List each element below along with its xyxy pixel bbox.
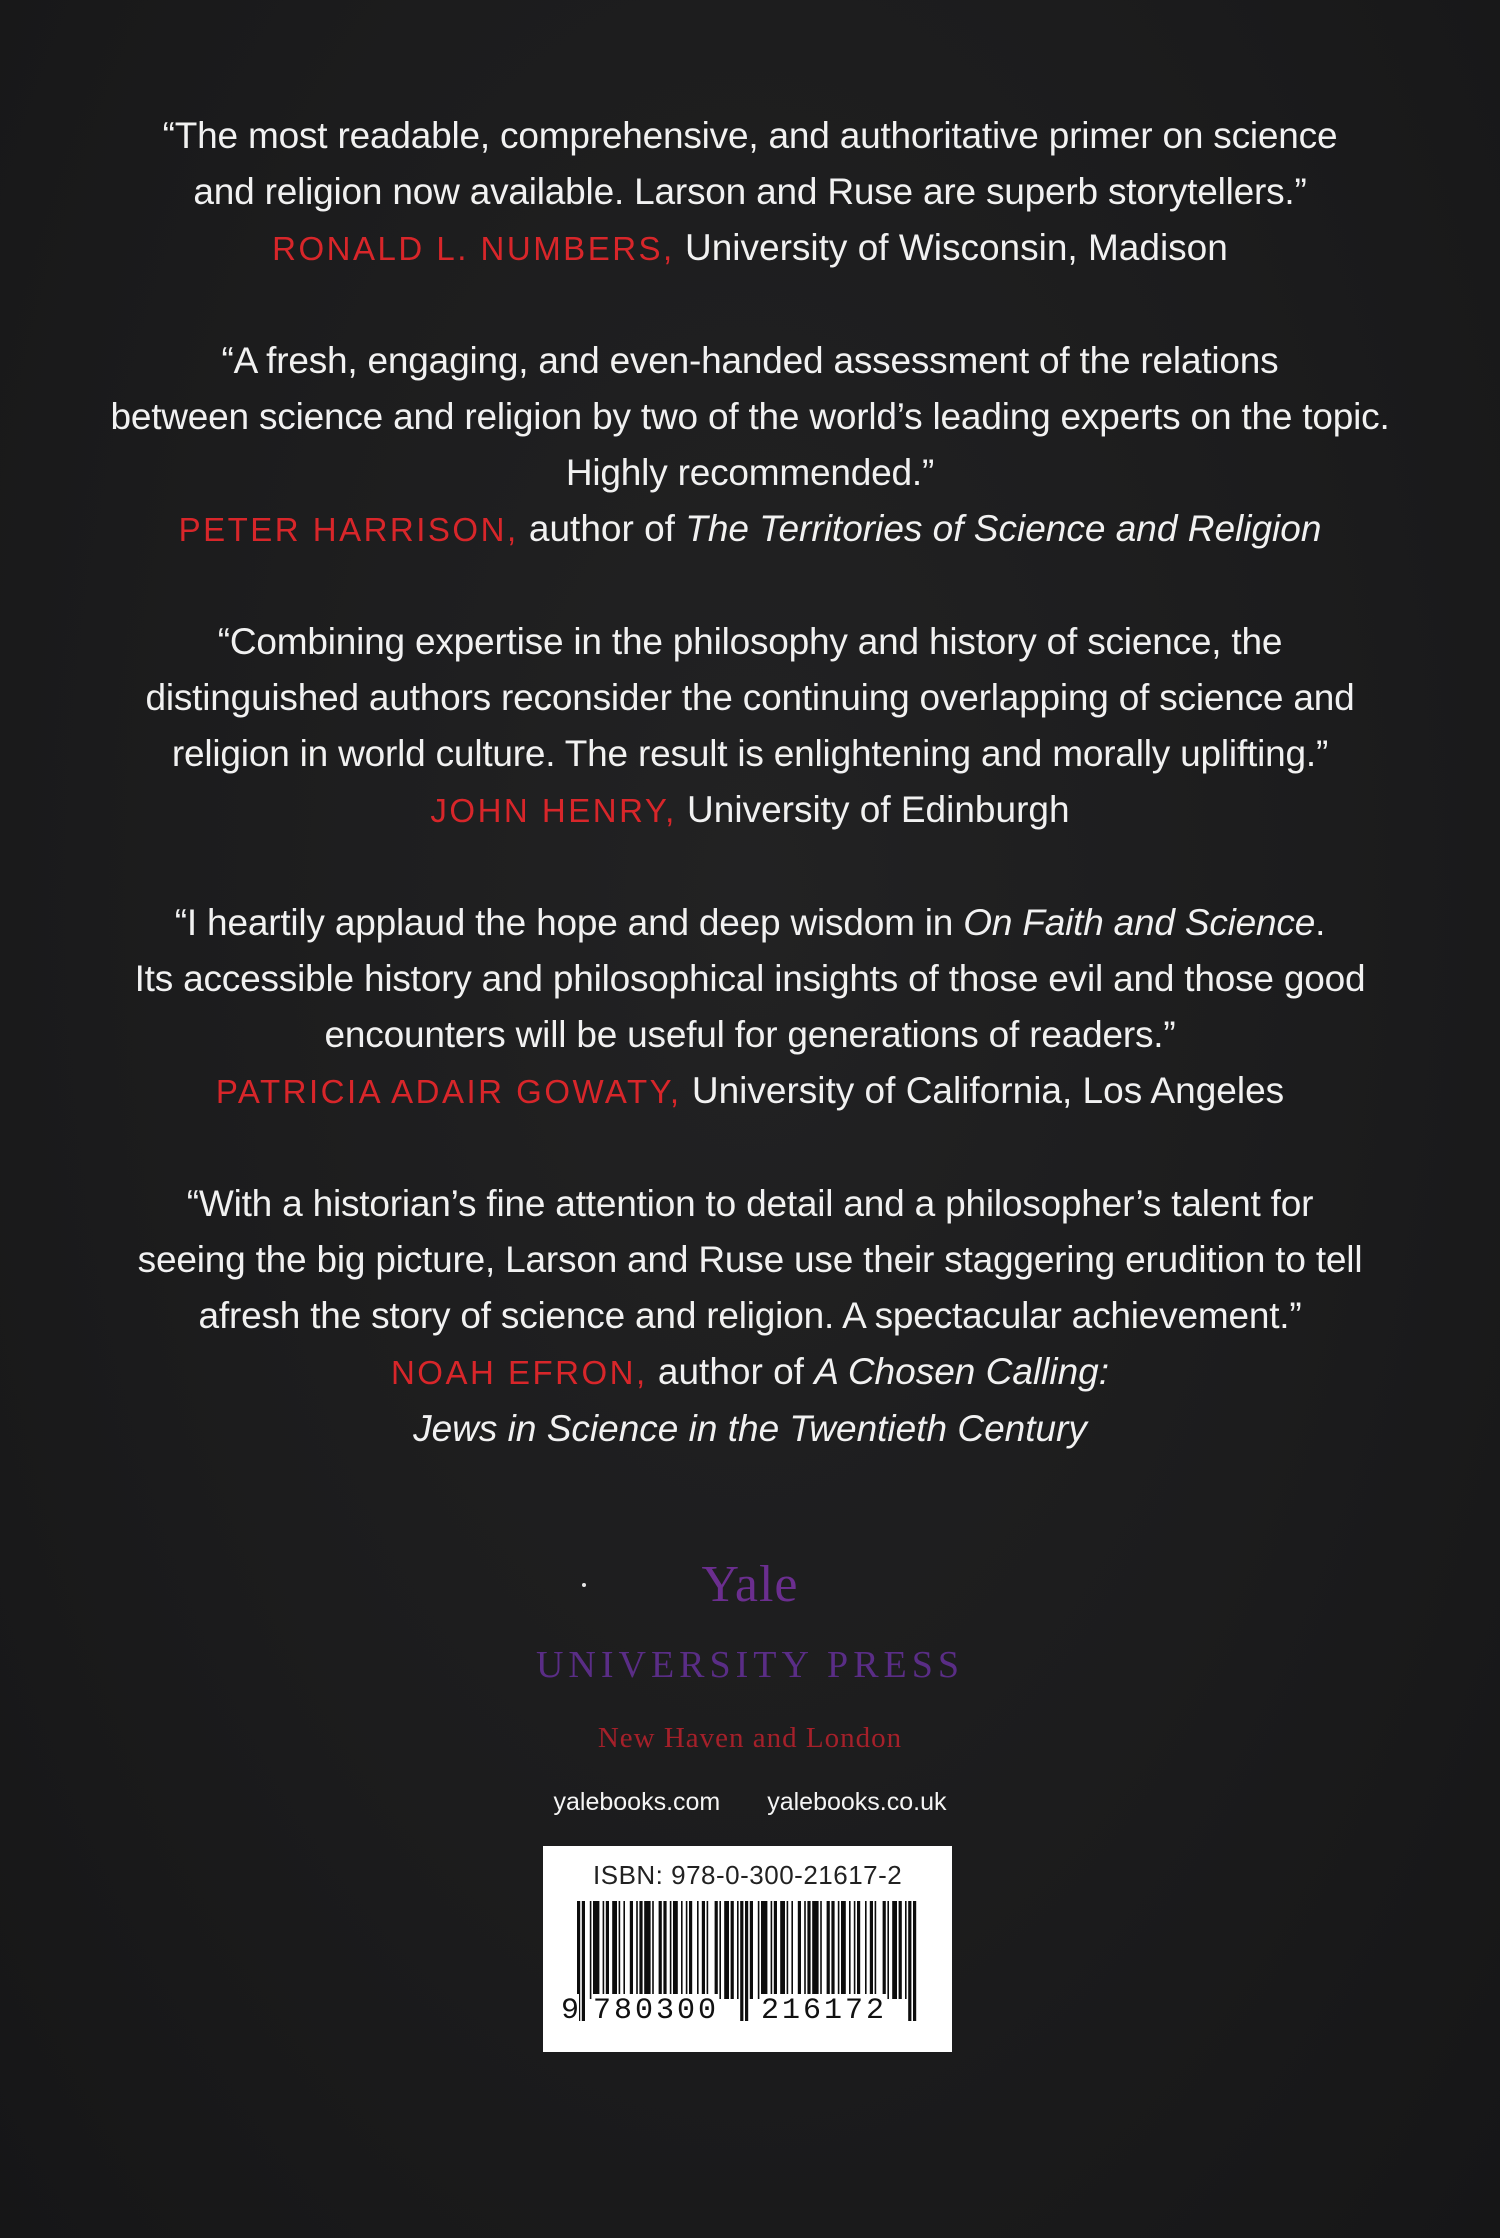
barcode-bar: [892, 1901, 897, 1999]
barcode-bar: [849, 1901, 851, 1999]
quote-line: “The most readable, comprehensive, and authoritative primer on science: [162, 115, 1338, 156]
barcode-bar: [780, 1901, 785, 1999]
book-title: A Chosen Calling:: [814, 1351, 1110, 1392]
endorsement-efron: [60, 1176, 1440, 1457]
barcode-bar: [883, 1901, 886, 1999]
endorser-name: NOAH EFRON ,: [391, 1354, 648, 1391]
barcode-bar: [761, 1901, 767, 1999]
barcode-bar: [854, 1901, 856, 1999]
endorser-affiliation-prefix: author of: [528, 508, 675, 549]
barcode-bar: [831, 1901, 834, 1999]
barcode-bar: [639, 1901, 642, 1999]
quote-text: “I heartily applaud the hope and deep wisdom in: [174, 902, 954, 943]
barcode-bar: [899, 1901, 902, 1999]
attribution: [60, 501, 1440, 558]
barcode-bar: [652, 1901, 654, 1999]
endorsement-gowaty: [60, 895, 1440, 1120]
endorsement-henry: [60, 614, 1440, 839]
barcode-bar: [715, 1901, 718, 1999]
barcode-bar: [887, 1901, 889, 1999]
book-title-continued: Jews in Science in the Twentieth Century: [413, 1408, 1087, 1449]
barcode-bar: [644, 1901, 650, 1999]
quote-line: afresh the story of science and religion. A spectacular achievement.”: [198, 1295, 1302, 1336]
barcode-bar: [673, 1901, 678, 1999]
attribution: [60, 1344, 1440, 1401]
quote-line: between science and religion by two of the world’s leading experts on the topic.: [110, 396, 1390, 437]
barcode-bar: [659, 1901, 662, 1999]
barcode-bar: [857, 1901, 860, 1999]
barcode-bar: [697, 1901, 699, 1999]
barcode-bar: [686, 1901, 688, 1999]
barcode-bar: [870, 1901, 873, 1999]
isbn-barcode: [543, 1846, 952, 2052]
website-uk: yalebooks.co.uk: [767, 1788, 947, 1816]
endorser-affiliation-prefix: author of: [657, 1351, 804, 1392]
barcode-bar: [630, 1901, 633, 1999]
barcode-bar: [606, 1901, 609, 1999]
barcode-bar: [612, 1901, 617, 1999]
barcode-digits: [543, 1994, 952, 2034]
barcode-bar: [807, 1901, 810, 1999]
endorser-name: JOHN HENRY ,: [430, 792, 676, 829]
endorser-affiliation: University of Wisconsin, Madison: [685, 227, 1228, 268]
barcode-bar: [663, 1901, 666, 1999]
attribution: [60, 782, 1440, 839]
barcode-bar: [619, 1901, 621, 1999]
barcode-bar: [841, 1901, 846, 1999]
book-title: On Faith and Science: [963, 902, 1316, 943]
barcode-digits-left: 780300: [593, 1994, 720, 2028]
barcode-bar: [771, 1901, 773, 1999]
endorsement-harrison: [60, 333, 1440, 558]
website-us: yalebooks.com: [553, 1788, 721, 1816]
barcode-bar: [724, 1901, 729, 1999]
publisher-logo-name: Yale: [701, 1556, 799, 1613]
quote-line: “A fresh, engaging, and even-handed assessment of the relations: [221, 340, 1279, 381]
barcode-bar: [707, 1901, 709, 1999]
quote-line: “With a historian’s fine attention to detail and a philosopher’s talent for: [186, 1183, 1314, 1224]
barcode-bar: [681, 1901, 683, 1999]
quote-line: distinguished authors reconsider the continuing overlapping of science and: [145, 677, 1355, 718]
endorsements: [60, 108, 1440, 1513]
barcode-bar: [827, 1901, 830, 1999]
barcode-bar: [670, 1901, 672, 1999]
quote-line: “Combining expertise in the philosophy and history of science, the: [217, 621, 1283, 662]
barcode-bar: [865, 1901, 867, 1999]
barcode-bar: [875, 1901, 877, 1999]
attribution: [60, 220, 1440, 277]
barcode-bar: [812, 1901, 818, 1999]
endorser-name: PETER HARRISON ,: [179, 511, 519, 548]
barcode-bar: [719, 1901, 721, 1999]
quote-line: [60, 895, 1440, 951]
book-title: The Territories of Science and Religion: [685, 508, 1322, 549]
barcode-bar: [804, 1901, 806, 1999]
quote-line: seeing the big picture, Larson and Ruse use their staggering erudition to tell: [137, 1239, 1363, 1280]
barcode-bar: [623, 1901, 625, 1999]
barcode-bar: [798, 1901, 801, 1999]
endorser-affiliation: University of California, Los Angeles: [691, 1070, 1285, 1111]
barcode-bar: [774, 1901, 777, 1999]
barcode-bar: [702, 1901, 705, 1999]
endorser-affiliation: University of Edinburgh: [687, 789, 1070, 830]
publisher-city: New Haven and London: [597, 1722, 903, 1754]
barcode-bar: [737, 1901, 739, 1999]
quote-line: religion in world culture. The result is enlightening and morally uplifting.”: [171, 733, 1329, 774]
barcode-bar: [905, 1901, 907, 1999]
barcode-bar: [593, 1901, 599, 1999]
publisher-websites: [0, 1788, 1500, 1817]
endorser-name: PATRICIA ADAIR GOWATY ,: [216, 1073, 682, 1110]
quote-punctuation: .: [1315, 902, 1326, 943]
barcode-bar: [791, 1901, 793, 1999]
quote-line: Its accessible history and philosophical insights of those evil and those good: [134, 958, 1366, 999]
barcode-bar: [758, 1901, 760, 1999]
barcode-digits-right: 216172: [761, 1994, 888, 2028]
barcode-bar: [838, 1901, 840, 1999]
isbn-label: ISBN: 978-0-300-21617-2: [593, 1860, 903, 1890]
barcode-bar: [787, 1901, 789, 1999]
endorser-name: RONALD L. NUMBERS ,: [272, 230, 675, 267]
quote-line: Highly recommended.”: [565, 452, 935, 493]
barcode-bar: [590, 1901, 592, 1999]
publisher-logo-press: UNIVERSITY PRESS: [535, 1644, 965, 1686]
barcode-bar: [636, 1901, 638, 1999]
endorsement-numbers: [60, 108, 1440, 277]
barcode-bar: [603, 1901, 605, 1999]
barcode-bar: [750, 1901, 753, 1999]
barcode-bar: [820, 1901, 822, 1999]
barcode-digit-lead: 9: [561, 1994, 580, 2028]
quote-line: and religion now available. Larson and Ruse are superb storytellers.”: [193, 171, 1307, 212]
barcode-bar: [689, 1901, 692, 1999]
attribution: [60, 1063, 1440, 1120]
quote-line: encounters will be useful for generations of readers.”: [324, 1014, 1176, 1055]
barcode-bar: [731, 1901, 734, 1999]
